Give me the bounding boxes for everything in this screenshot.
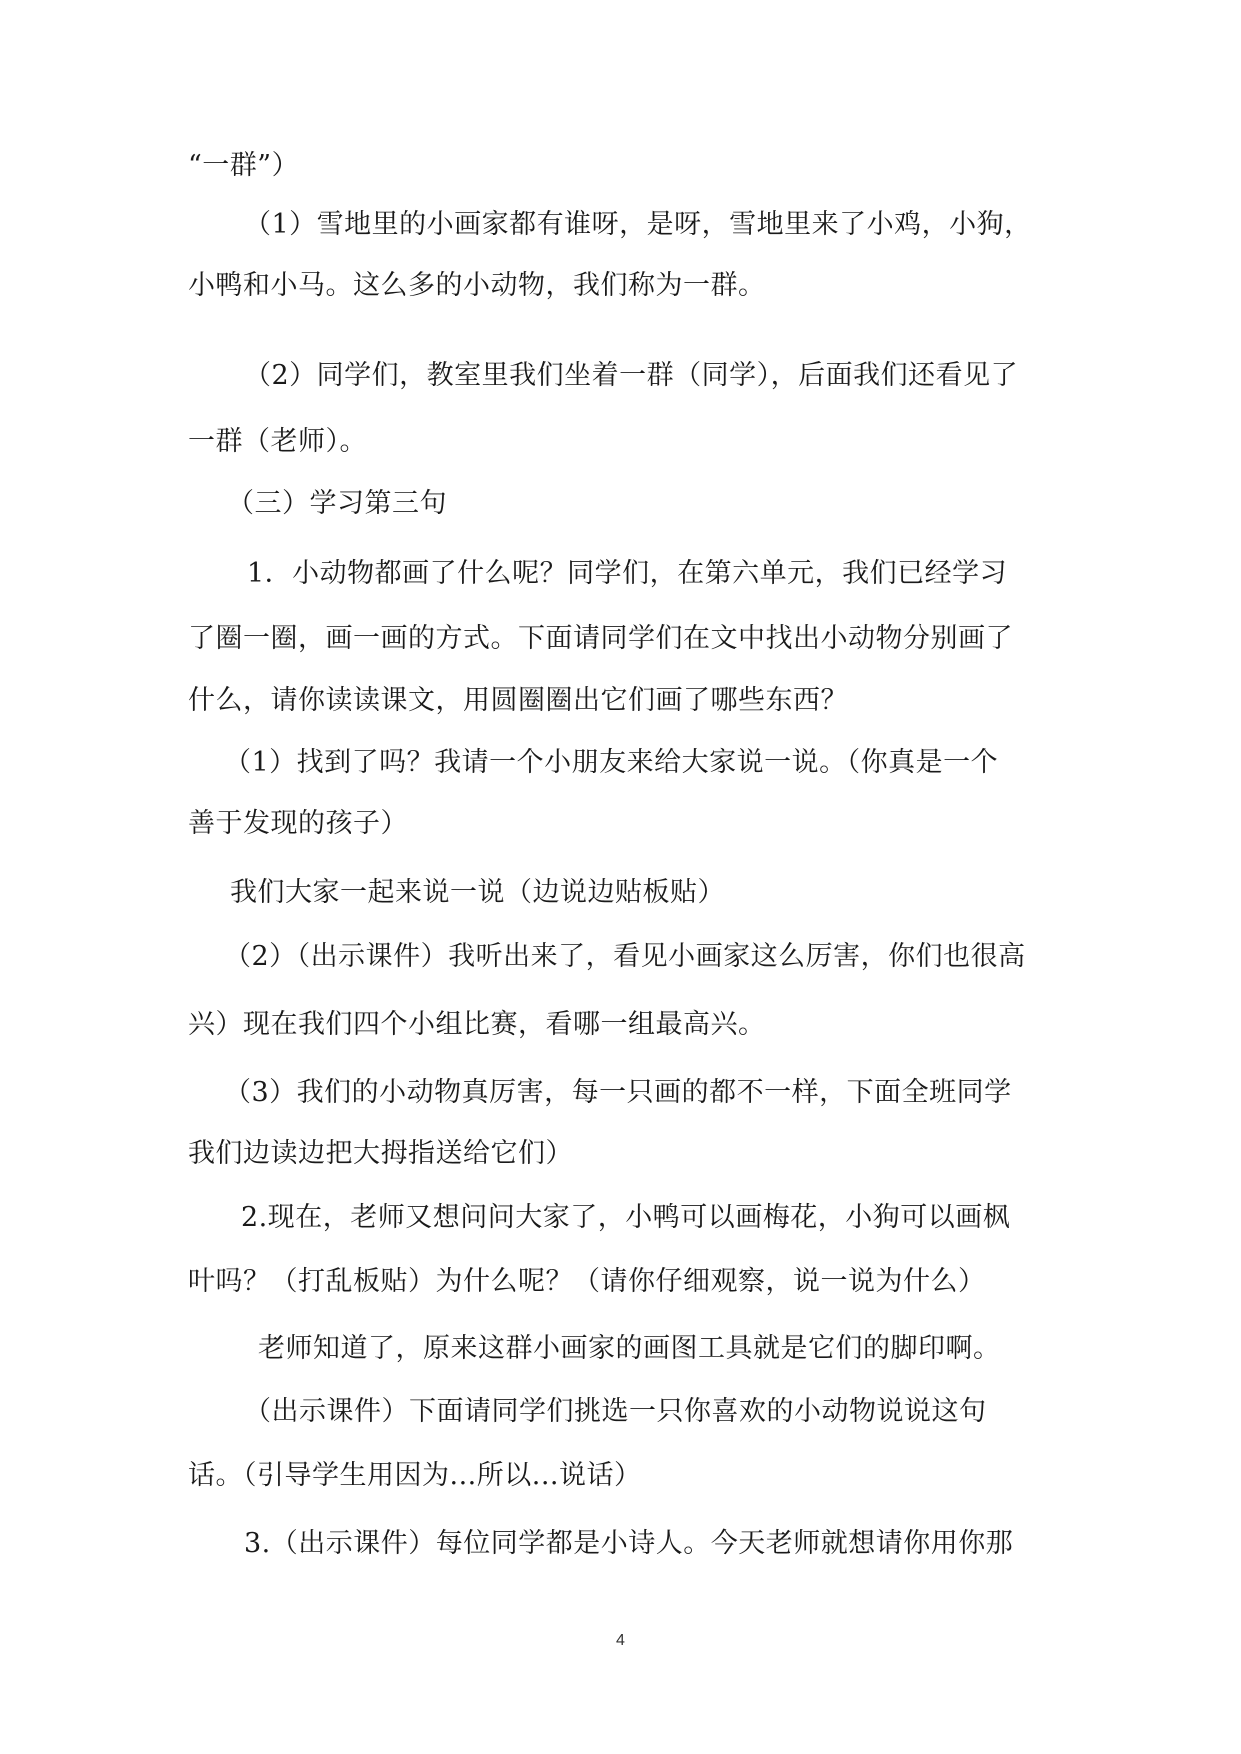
text-line: （1）找到了吗？我请一个小朋友来给大家说一说。（你真是一个: [224, 747, 999, 778]
text-line: （2）（出示课件）我听出来了，看见小画家这么厉害，你们也很高: [224, 941, 1026, 972]
text-line: 话。（引导学生用因为...所以...说话）: [188, 1460, 642, 1491]
text-line: 一群（老师）。: [188, 426, 367, 457]
text-line: 叶吗？（打乱板贴）为什么呢？（请你仔细观察，说一说为什么）: [188, 1266, 986, 1297]
text-line: 善于发现的孩子）: [188, 808, 408, 839]
page-number: 4: [616, 1632, 625, 1649]
text-line: （2）同学们，教室里我们坐着一群（同学），后面我们还看见了: [244, 360, 1019, 391]
text-line: （3）我们的小动物真厉害，每一只画的都不一样，下面全班同学: [224, 1077, 1012, 1108]
text-line: 什么，请你读读课文，用圆圈圈出它们画了哪些东西？: [188, 685, 848, 716]
text-line: 3.（出示课件）每位同学都是小诗人。今天老师就想请你用你那: [244, 1528, 1014, 1559]
text-line: （1）雪地里的小画家都有谁呀，是呀，雪地里来了小鸡，小狗，: [244, 209, 1032, 240]
text-line: 1．小动物都画了什么呢？同学们，在第六单元，我们已经学习: [247, 558, 1008, 589]
section-heading: （三）学习第三句: [227, 488, 447, 519]
text-line: “一群”）: [188, 150, 300, 181]
text-line: （出示课件）下面请同学们挑选一只你喜欢的小动物说说这句: [244, 1396, 987, 1427]
text-line: 我们边读边把大拇指送给它们）: [188, 1138, 573, 1169]
text-line: 老师知道了，原来这群小画家的画图工具就是它们的脚印啊。: [258, 1333, 1001, 1364]
text-line: 了圈一圈，画一画的方式。下面请同学们在文中找出小动物分别画了: [188, 623, 1013, 654]
text-line: 兴）现在我们四个小组比赛，看哪一组最高兴。: [188, 1009, 766, 1040]
text-line: 2.现在，老师又想问问大家了，小鸭可以画梅花，小狗可以画枫: [241, 1202, 1011, 1233]
text-line: 小鸭和小马。这么多的小动物，我们称为一群。: [188, 270, 766, 301]
text-line: 我们大家一起来说一说（边说边贴板贴）: [230, 877, 725, 908]
